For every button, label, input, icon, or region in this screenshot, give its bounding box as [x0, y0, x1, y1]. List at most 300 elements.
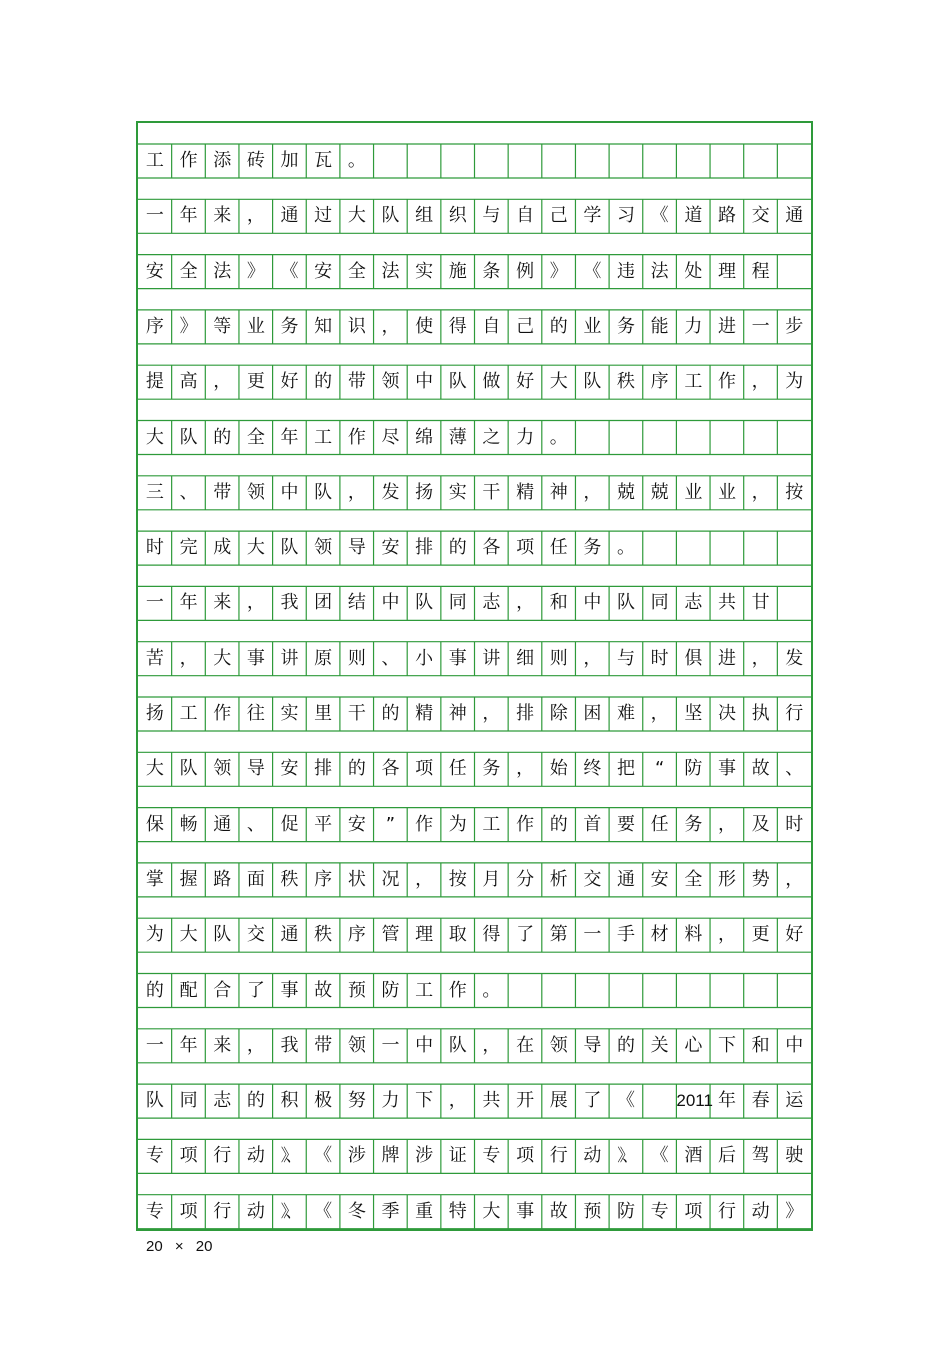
grid-cell-char: ，: [415, 868, 434, 890]
footer-rows: 20: [195, 1238, 213, 1255]
grid-cell-char: 特: [448, 1200, 467, 1222]
grid-cell-char: 队: [415, 592, 434, 614]
grid-cell-char: 《: [650, 205, 669, 227]
grid-cell-char: 作: [347, 426, 366, 448]
grid-cell-char: 和: [549, 592, 568, 614]
grid-cell-char: 执: [751, 703, 770, 724]
grid-cell-char: 。: [617, 537, 636, 559]
grid-cell-char: 的: [347, 758, 366, 780]
grid-cell-char: 秩: [280, 868, 299, 890]
grid-cell-char: 年: [717, 1090, 736, 1112]
grid-cell-char: 发: [785, 647, 804, 669]
grid-cell-char: 心: [684, 1034, 703, 1056]
grid-cell-char: 工: [482, 813, 501, 835]
grid-cell-char: 秩: [314, 924, 333, 946]
grid-cell-char: 中: [280, 481, 299, 503]
grid-cell-char: 带: [314, 1034, 333, 1056]
grid-cell-char: 路: [213, 868, 232, 890]
grid-cell-char: 终: [583, 758, 602, 780]
grid-cell-char: ，: [751, 481, 770, 503]
grid-cell-char: 添: [213, 150, 232, 171]
grid-cell-char: 、: [381, 647, 400, 669]
grid-cell-char: 小: [415, 647, 434, 669]
grid-cell-char: 材: [650, 924, 669, 946]
grid-cell-char: ，: [785, 868, 804, 890]
grid-cell-char: 事: [246, 647, 265, 669]
grid-cell-char: 作: [213, 703, 232, 724]
grid-cell-char: 展: [549, 1090, 568, 1112]
grid-cell-char: 酒: [684, 1145, 703, 1167]
grid-cell-char: 2011: [676, 1091, 713, 1111]
grid-cell-char: 全: [684, 868, 703, 890]
grid-cell-char: 工: [415, 979, 434, 1001]
grid-cell-char: 进: [717, 647, 736, 669]
grid-cell-char: 驶: [785, 1145, 804, 1167]
grid-cell-char: 按: [785, 481, 804, 503]
grid-cell-char: 手: [617, 924, 636, 946]
grid-cell-char: 事: [516, 1200, 535, 1222]
grid-cell-char: 队: [179, 426, 198, 448]
grid-cell-char: 安: [314, 260, 333, 282]
grid-cell-char: 做: [482, 371, 501, 393]
grid-cell-char: 领: [347, 1034, 366, 1056]
grid-cell-char: 路: [717, 205, 736, 227]
grid-cell-char: 俱: [684, 647, 703, 669]
grid-cell-char: 的: [314, 371, 333, 393]
grid-cell-char: 了: [583, 1090, 602, 1112]
grid-cell-char: ，: [381, 315, 400, 337]
grid-cell-char: 实: [280, 703, 299, 724]
grid-cell-char: 务: [280, 315, 299, 337]
grid-cell-char: 配: [179, 979, 198, 1001]
grid-cell-char: 苦: [145, 647, 164, 669]
grid-cell-char: 在: [516, 1034, 535, 1056]
grid-cell-char: ，: [650, 703, 669, 724]
grid-cell-char: 领: [213, 758, 232, 780]
grid-cell-char: 关: [650, 1034, 669, 1056]
grid-cell-char: 年: [179, 205, 198, 227]
grid-cell-char: 月: [482, 868, 501, 890]
grid-cell-char: 道: [684, 205, 703, 227]
grid-cell-char: 来: [213, 205, 232, 227]
grid-cell-char: 各: [482, 537, 501, 559]
grid-cell-char: 业: [583, 315, 602, 337]
grid-cell-char: 握: [179, 868, 198, 890]
grid-cell-char: 把: [617, 758, 636, 780]
grid-cell-char: 行: [785, 703, 804, 724]
grid-cell-char: 志: [482, 592, 501, 614]
grid-cell-char: 第: [549, 924, 568, 946]
grid-cell-char: “: [655, 758, 665, 780]
grid-cell-char: 开: [516, 1090, 535, 1112]
grid-cell-char: 的: [448, 537, 467, 559]
grid-cell-char: 重: [415, 1200, 434, 1222]
grid-cell-char: 法: [650, 260, 669, 282]
grid-cell-char: 通: [213, 813, 232, 835]
grid-cell-char: 法: [213, 260, 232, 282]
grid-cell-char: 交: [583, 868, 602, 890]
grid-cell-char: 己: [516, 315, 535, 337]
grid-cell-char: 专: [145, 1145, 164, 1167]
grid-cell-char: 业: [684, 481, 703, 503]
grid-cell-char: 积: [280, 1090, 299, 1112]
grid-cell-char: 施: [448, 260, 467, 282]
grid-cell-char: 同: [179, 1090, 198, 1112]
grid-cell-char: 了: [246, 979, 265, 1001]
grid-cell-char: 除: [549, 703, 568, 724]
grid-cell-char: 专: [482, 1145, 501, 1167]
grid-cell-char: 高: [179, 371, 198, 393]
grid-cell-char: 、: [246, 813, 265, 835]
grid-cell-char: 平: [314, 813, 333, 835]
grid-cell-char: 干: [482, 481, 501, 503]
grid-cell-char: 任: [549, 537, 568, 559]
grid-cell-char: 交: [246, 924, 265, 946]
grid-cell-char: 全: [179, 260, 198, 282]
grid-cell-char: 《: [314, 1200, 333, 1222]
grid-cell-char: 志: [213, 1090, 232, 1112]
footer-times: ×: [174, 1238, 184, 1255]
grid-cell-char: 得: [482, 924, 501, 946]
grid-cell-char: 发: [381, 481, 400, 503]
grid-cell-char: 《: [583, 260, 602, 282]
grid-cell-char: 序: [347, 924, 366, 946]
grid-cell-char: 共: [482, 1090, 501, 1112]
grid-cell-char: 领: [246, 481, 265, 503]
grid-cell-char: 来: [213, 592, 232, 614]
grid-cell-char: 能: [650, 315, 669, 337]
grid-cell-char: 一: [145, 205, 164, 227]
grid-cell-char: ，: [213, 371, 232, 393]
grid-cell-char: 防: [684, 758, 703, 780]
grid-cell-char: 年: [179, 592, 198, 614]
grid-cell-char: 提: [145, 371, 164, 393]
grid-cell-char: 扬: [415, 481, 434, 503]
grid-cell-char: 识: [347, 315, 366, 337]
grid-cell-char: 作: [179, 150, 198, 171]
grid-cell-char: 季: [381, 1200, 400, 1222]
grid-cell-char: 》、: [280, 1201, 299, 1222]
grid-cell-char: 时: [650, 647, 669, 669]
grid-cell-char: 与: [617, 647, 636, 669]
grid-cell-char: 同: [650, 592, 669, 614]
grid-cell-char: 年: [179, 1034, 198, 1056]
grid-cell-char: 任: [448, 758, 467, 780]
grid-cell-char: 畅: [179, 813, 198, 835]
grid-cell-char: 务: [482, 758, 501, 780]
grid-cell-char: 项: [179, 1145, 198, 1167]
grid-cell-char: 好: [280, 371, 299, 393]
grid-cell-char: 务: [684, 813, 703, 835]
grid-cell-char: 一: [751, 315, 770, 337]
grid-cell-char: 神: [448, 703, 467, 724]
grid-cell-char: 保: [145, 813, 164, 835]
grid-cell-char: 砖: [246, 150, 265, 171]
grid-cell-char: 防: [381, 979, 400, 1001]
grid-cell-char: 难: [617, 703, 636, 724]
grid-cell-char: 专: [145, 1200, 164, 1222]
grid-cell-char: 面: [246, 868, 265, 890]
grid-cell-char: 务: [617, 315, 636, 337]
grid-cell-char: ，: [246, 1034, 265, 1056]
grid-cell-char: 学: [583, 205, 602, 227]
grid-cell-char: 中: [381, 592, 400, 614]
page-footer: [146, 1238, 212, 1255]
grid-cell-char: 织: [448, 205, 467, 227]
grid-cell-char: 年: [280, 426, 299, 448]
grid-cell-char: 讲: [482, 647, 501, 669]
grid-cell-char: ，: [179, 647, 198, 669]
grid-cell-char: 项: [179, 1200, 198, 1222]
grid-cell-char: 团: [314, 592, 333, 614]
grid-cell-char: 》: [246, 260, 265, 282]
grid-cell-char: 项: [516, 1145, 535, 1167]
grid-cell-char: 通: [785, 205, 804, 227]
grid-cell-char: 排: [314, 758, 333, 780]
grid-cell-char: 任: [650, 813, 669, 835]
grid-cell-char: ，: [583, 647, 602, 669]
grid-cell-char: 步: [785, 315, 804, 337]
grid-cell-char: 掌: [145, 868, 164, 890]
grid-cell-char: 的: [549, 813, 568, 835]
grid-cell-char: ，: [246, 205, 265, 227]
grid-cell-char: 形: [717, 868, 736, 890]
grid-cell-char: 甘: [751, 592, 770, 614]
grid-cell-char: 为: [145, 924, 164, 946]
grid-cell-char: 《: [650, 1145, 669, 1167]
grid-cell-char: 涉: [347, 1145, 366, 1167]
grid-cell-char: 队: [381, 205, 400, 227]
grid-cell-char: 行: [717, 1200, 736, 1222]
grid-cell-char: 扬: [145, 703, 164, 724]
grid-cell-char: 自: [516, 205, 535, 227]
grid-cell-char: 坚: [684, 703, 703, 724]
grid-cell-char: 作: [448, 979, 467, 1001]
grid-cell-char: 为: [448, 813, 467, 835]
grid-cell-char: 导: [347, 537, 366, 559]
grid-cell-char: 精: [516, 481, 535, 503]
grid-cell-char: 证: [448, 1145, 467, 1167]
grid-cell-char: 取: [448, 924, 467, 946]
grid-cell-char: 的: [246, 1090, 265, 1112]
grid-cell-char: 《: [280, 260, 299, 282]
grid-cell-char: 里: [314, 703, 333, 724]
grid-cell-char: 》、: [617, 1146, 635, 1167]
grid-cell-char: 大: [549, 371, 568, 393]
grid-cell-char: 动: [583, 1145, 602, 1167]
grid-cell-char: 时: [145, 537, 164, 559]
grid-cell-char: 安: [145, 260, 164, 282]
grid-cell-char: 导: [246, 758, 265, 780]
grid-cell-char: 促: [280, 813, 299, 835]
grid-cell-char: 力: [516, 426, 535, 448]
grid-cell-char: 实: [415, 260, 434, 282]
grid-cell-char: ，: [347, 481, 366, 503]
grid-cell-char: 要: [617, 813, 636, 835]
grid-cell-char: 极: [314, 1090, 333, 1112]
grid-cell-char: 使: [415, 315, 434, 337]
grid-cell-char: 运: [785, 1090, 804, 1112]
grid-cell-char: 程: [751, 260, 770, 282]
grid-cell-char: 干: [347, 703, 366, 724]
grid-cell-char: 队: [179, 758, 198, 780]
grid-cell-char: 预: [583, 1200, 602, 1222]
grid-cell-char: 细: [516, 647, 535, 669]
grid-cell-char: 队: [314, 481, 333, 503]
grid-cell-char: 的: [549, 315, 568, 337]
grid-cell-char: 务: [583, 537, 602, 559]
grid-cell-char: 的: [381, 703, 400, 724]
grid-cell-char: 故: [751, 758, 770, 780]
grid-cell-char: 兢: [650, 481, 669, 503]
grid-cell-char: 交: [751, 205, 770, 227]
grid-cell-char: 队: [213, 924, 232, 946]
grid-cell-char: 业: [717, 481, 736, 503]
grid-cell-char: 更: [751, 924, 770, 946]
grid-cell-char: 一: [145, 592, 164, 614]
grid-cell-char: 神: [549, 481, 568, 503]
grid-cell-char: 事: [717, 758, 736, 780]
grid-cell-char: ，: [717, 924, 736, 946]
grid-cell-char: 后: [717, 1145, 736, 1167]
grid-cell-char: 成: [213, 537, 232, 559]
grid-cell-char: 、: [785, 758, 804, 780]
grid-cell-char: 了: [516, 924, 535, 946]
grid-cell-char: 中: [415, 371, 434, 393]
grid-cell-char: 的: [213, 426, 232, 448]
footer-columns: 20: [146, 1238, 163, 1255]
grid-cell-char: 项: [684, 1200, 703, 1222]
grid-cell-char: 工: [314, 426, 333, 448]
grid-cell-char: 作: [415, 813, 434, 835]
grid-cell-char: 志: [684, 592, 703, 614]
grid-cell-char: 动: [246, 1200, 265, 1222]
grid-cell-char: 全: [347, 260, 366, 282]
grid-cell-char: 中: [785, 1034, 804, 1056]
grid-cell-char: 我: [280, 1034, 299, 1056]
grid-cell-char: 得: [448, 315, 467, 337]
grid-cell-char: 更: [246, 371, 265, 393]
grid-cell-char: 自: [482, 315, 501, 337]
grid-cell-char: 好: [516, 371, 535, 393]
grid-cell-char: ，: [482, 1034, 501, 1056]
grid-cell-char: 条: [482, 260, 501, 282]
grid-cell-char: ，: [246, 592, 265, 614]
grid-cell-char: 瓦: [314, 150, 333, 171]
grid-cell-char: 析: [549, 868, 568, 890]
grid-cell-char: 按: [448, 868, 467, 890]
grid-cell-char: 例: [516, 260, 535, 282]
grid-cell-char: 导: [583, 1034, 602, 1056]
grid-cell-char: 一: [583, 924, 602, 946]
grid-cell-char: 、: [179, 481, 198, 503]
grid-cell-char: 排: [516, 703, 535, 724]
grid-cell-char: 结: [347, 592, 366, 614]
grid-cell-char: 大: [145, 426, 164, 448]
grid-cell-char: 精: [415, 703, 434, 724]
grid-cell-char: 故: [314, 979, 333, 1001]
grid-cell-char: 等: [213, 315, 232, 337]
grid-cell-char: 冬: [347, 1200, 366, 1222]
grid-cell-char: 往: [246, 703, 265, 724]
grid-cell-char: 业: [246, 315, 265, 337]
grid-cell-char: 分: [516, 868, 535, 890]
grid-cell-char: 为: [785, 371, 804, 393]
grid-cell-char: 行: [213, 1200, 232, 1222]
grid-cell-char: 专: [650, 1200, 669, 1222]
grid-cell-char: 过: [314, 205, 333, 227]
grid-cell-char: 工: [145, 150, 164, 171]
grid-cell-char: 大: [347, 205, 366, 227]
grid-cell-char: 讲: [280, 647, 299, 669]
grid-cell-char: ，: [717, 813, 736, 835]
grid-cell-char: 通: [617, 868, 636, 890]
grid-cell-char: ，: [583, 481, 602, 503]
grid-cell-char: ，: [751, 371, 770, 393]
grid-cell-char: 领: [314, 537, 333, 559]
grid-cell-char: 己: [549, 205, 568, 227]
grid-cell-char: 力: [381, 1090, 400, 1112]
grid-cell-char: 大: [213, 647, 232, 669]
grid-cell-char: 事: [280, 979, 299, 1001]
grid-cell-char: 带: [347, 371, 366, 393]
grid-cell-char: 原: [314, 647, 333, 669]
grid-cell-char: 队: [448, 1034, 467, 1056]
grid-cell-char: 》、: [280, 1146, 299, 1167]
grid-cell-char: 中: [415, 1034, 434, 1056]
grid-cell-char: 料: [684, 924, 703, 946]
grid-cell-char: 作: [717, 371, 736, 393]
grid-cell-char: 行: [549, 1145, 568, 1167]
grid-cell-char: ，: [751, 647, 770, 669]
grid-cell-char: 》: [179, 315, 198, 337]
grid-cell-char: 秩: [617, 371, 636, 393]
grid-cell-char: 安: [650, 868, 669, 890]
grid-cell-char: 力: [684, 315, 703, 337]
grid-cell-char: 之: [482, 426, 501, 448]
grid-cell-char: 理: [717, 260, 736, 282]
grid-cell-char: 理: [415, 924, 434, 946]
grid-cell-char: 况: [381, 868, 400, 890]
grid-cell-char: 共: [717, 592, 736, 614]
grid-cell-char: 下: [717, 1034, 736, 1056]
manuscript-grid-sheet: [136, 121, 813, 1231]
grid-cell-char: 三: [145, 481, 164, 503]
grid-cell-char: 势: [751, 868, 770, 890]
grid-cell-char: 行: [213, 1145, 232, 1167]
grid-cell-char: 《: [617, 1090, 636, 1112]
grid-cell-char: 事: [448, 647, 467, 669]
grid-cell-char: 和: [751, 1034, 770, 1056]
grid-cell-char: 队: [448, 371, 467, 393]
grid-cell-char: 领: [549, 1034, 568, 1056]
grid-cell-char: 春: [751, 1090, 770, 1112]
grid-cell-char: ，: [448, 1090, 467, 1112]
grid-cell-char: 进: [717, 315, 736, 337]
grid-cell-char: 各: [381, 758, 400, 780]
grid-cell-char: 序: [145, 315, 164, 337]
grid-cell-char: 习: [617, 205, 636, 227]
grid-cell-char: 始: [549, 758, 568, 780]
grid-cell-char: 同: [448, 592, 467, 614]
grid-cell-char: 序: [650, 371, 669, 393]
grid-cell-char: 项: [516, 537, 535, 559]
grid-cell-char: 动: [246, 1145, 265, 1167]
grid-cell-char: ，: [516, 758, 535, 780]
grid-cell-char: 大: [246, 537, 265, 559]
grid-cell-char: 《: [314, 1145, 333, 1167]
grid-cell-char: 中: [583, 592, 602, 614]
